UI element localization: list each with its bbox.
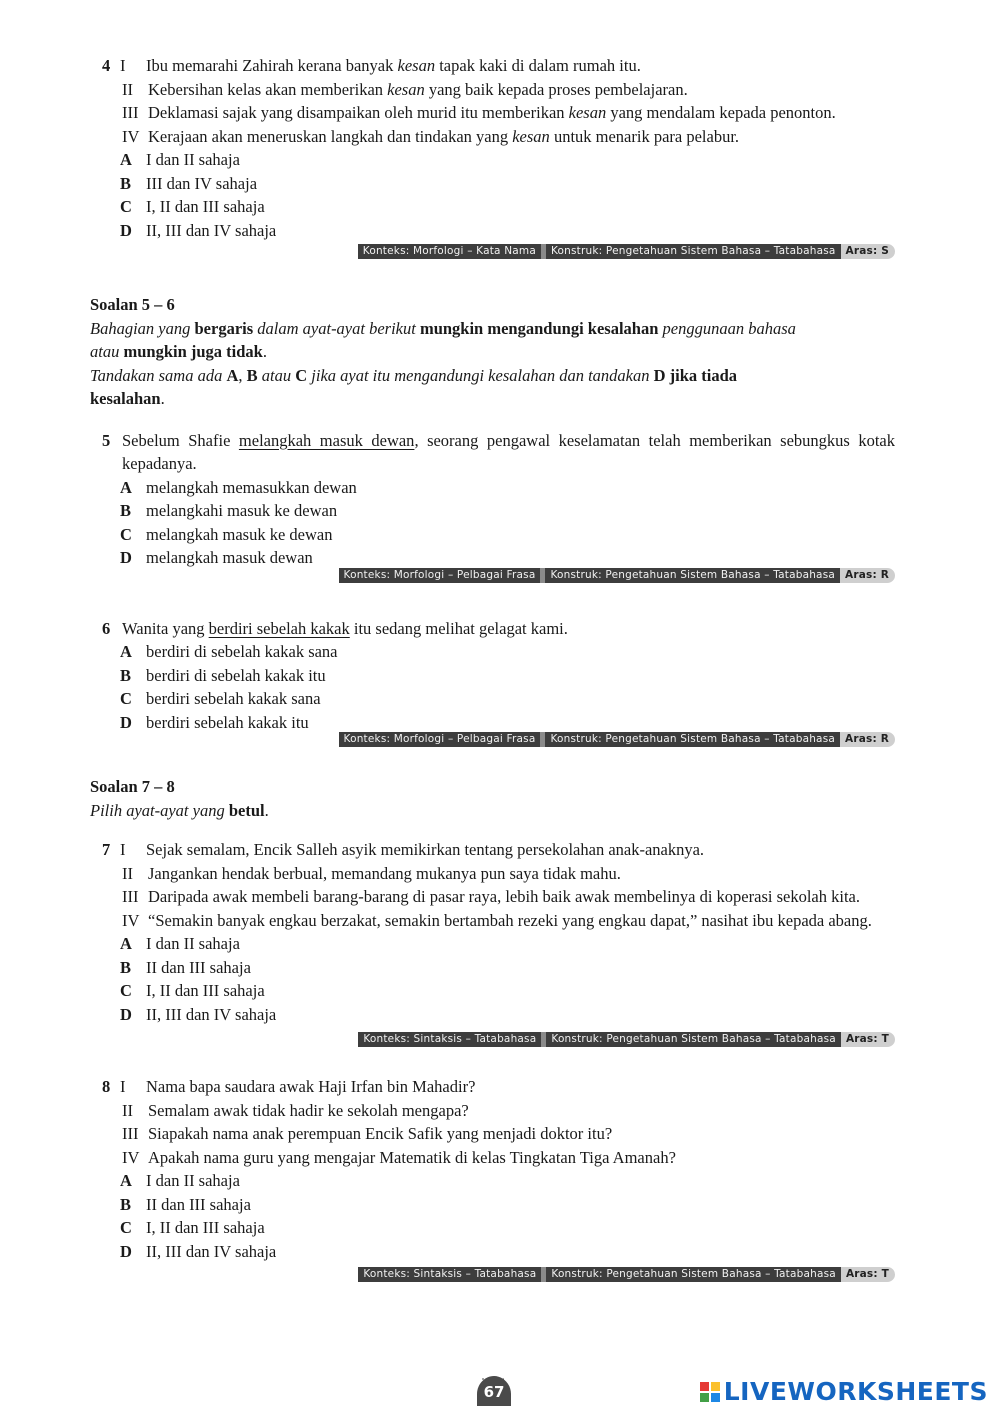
roman-numeral: IV [122,910,140,930]
option-c[interactable]: C I, II dan III sahaja [120,981,265,1000]
roman-numeral: II [122,1100,133,1120]
roman-numeral: I [120,1077,126,1096]
instruction-line: Bahagian yang bergaris dalam ayat-ayat berikut mungkin mengandungi kesalahan penggunaan bahasa [90,318,796,338]
instruction-line: Pilih ayat-ayat yang betul. [90,800,269,820]
section-5-6-instructions [90,293,895,411]
level-label: Aras: T [841,1267,895,1282]
question-tag [339,732,895,747]
option-d[interactable]: D II, III dan IV sahaja [120,220,277,240]
option-b[interactable]: B III dan IV sahaja [120,173,258,193]
roman-numeral: III [122,1124,139,1143]
question-6 [90,617,895,748]
question-7 [90,838,895,1047]
question-8 [90,1075,895,1282]
statement: Apakah nama guru yang mengajar Matematik di kelas Tingkatan Tiga Amanah? [148,1147,676,1167]
option-d[interactable]: D II, III dan IV sahaja [120,1241,277,1261]
context-label: Konteks: Sintaksis – Tatabahasa [358,1267,541,1282]
roman-numeral: II [122,863,133,883]
statement: Siapakah nama anak perempuan Encik Safik yang menjadi doktor itu? [148,1124,613,1143]
option-b[interactable]: B II dan III sahaja [120,957,251,977]
option-b[interactable]: B berdiri di sebelah kakak itu [120,665,326,685]
statement: Kerajaan akan meneruskan langkah dan tindakan yang kesan untuk menarik para pelabur. [148,126,740,146]
question-tag [358,1267,895,1282]
statement: Nama bapa saudara awak Haji Irfan bin Mahadir? [146,1077,476,1096]
question-number: 7 [102,840,111,859]
option-a[interactable]: A I dan II sahaja [120,934,240,953]
option-d[interactable]: D berdiri sebelah kakak itu [120,712,309,732]
question-4 [90,54,895,259]
level-label: Aras: R [840,732,895,747]
liveworksheets-logo [700,1377,988,1406]
option-d[interactable]: D II, III dan IV sahaja [120,1004,277,1024]
page-number: 67 [483,1383,505,1401]
option-a[interactable]: A I dan II sahaja [120,1171,240,1190]
roman-numeral: IV [122,1147,140,1167]
context-label: Konteks: Morfologi – Pelbagai Frasa [339,568,541,583]
option-d[interactable]: D melangkah masuk dewan [120,548,313,567]
construct-label: Konstruk: Pengetahuan Sistem Bahasa – Tatabahasa [545,568,840,583]
roman-numeral: I [120,840,126,859]
context-label: Konteks: Morfologi – Pelbagai Frasa [339,732,541,747]
option-c[interactable]: C I, II dan III sahaja [120,1218,265,1237]
worksheet-page [90,54,895,1282]
question-number: 5 [102,430,111,450]
section-title: Soalan 5 – 6 [90,295,175,314]
roman-numeral: IV [122,126,140,146]
question-tag [358,244,895,259]
construct-label: Konstruk: Pengetahuan Sistem Bahasa – Tatabahasa [546,244,841,259]
level-label: Aras: T [841,1032,895,1047]
question-tag [358,1032,895,1047]
instruction-line: Tandakan sama ada A, B atau C jika ayat itu mengandungi kesalahan dan tandakan D jika tiada [90,365,738,385]
roman-numeral: I [120,56,126,75]
roman-numeral: III [122,887,139,906]
option-a[interactable]: A I dan II sahaja [120,150,240,169]
statement: Semalam awak tidak hadir ke sekolah mengapa? [148,1100,469,1120]
page-number-badge [473,1374,515,1408]
option-c[interactable]: C melangkah masuk ke dewan [120,524,333,544]
level-label: Aras: R [840,568,895,583]
construct-label: Konstruk: Pengetahuan Sistem Bahasa – Tatabahasa [546,1032,841,1047]
section-title: Soalan 7 – 8 [90,777,175,796]
context-label: Konteks: Sintaksis – Tatabahasa [358,1032,541,1047]
option-c[interactable]: C I, II dan III sahaja [120,197,265,216]
option-b[interactable]: B melangkahi masuk ke dewan [120,501,338,520]
statement: Kebersihan kelas akan memberikan kesan yang baik kepada proses pembelajaran. [148,79,688,99]
statement: Jangankan hendak berbual, memandang mukanya pun saya tidak mahu. [148,863,621,883]
question-5 [90,429,895,583]
construct-label: Konstruk: Pengetahuan Sistem Bahasa – Tatabahasa [546,1267,841,1282]
brand-icon [700,1382,720,1402]
section-7-8-instructions [90,775,895,822]
question-number: 6 [102,618,111,638]
statement: Wanita yang berdiri sebelah kakak itu sedang melihat gelagat kami. [122,618,568,638]
option-b[interactable]: B II dan III sahaja [120,1194,251,1214]
statement: Deklamasi sajak yang disampaikan oleh murid itu memberikan kesan yang mendalam kepada penonton. [148,103,836,122]
statement: Sejak semalam, Encik Salleh asyik memikirkan tentang persekolahan anak-anaknya. [146,840,705,859]
option-a[interactable]: A berdiri di sebelah kakak sana [120,642,338,661]
instruction-line: kesalahan. [90,389,165,408]
instruction-line: atau mungkin juga tidak. [90,342,267,361]
statement: Ibu memarahi Zahirah kerana banyak kesan tapak kaki di dalam rumah itu. [146,56,641,75]
brand-name: LIVEWORKSHEETS [723,1377,988,1406]
level-label: Aras: S [841,244,895,259]
statement: Sebelum Shafie melangkah masuk dewan, seorang pengawal keselamatan telah memberikan sebungkus kotak kepadanya. [122,430,895,473]
question-tag [339,568,895,583]
context-label: Konteks: Morfologi – Kata Nama [358,244,541,259]
question-number: 8 [102,1077,111,1096]
option-c[interactable]: C berdiri sebelah kakak sana [120,689,321,708]
roman-numeral: II [122,79,133,99]
option-a[interactable]: A melangkah memasukkan dewan [120,477,357,497]
construct-label: Konstruk: Pengetahuan Sistem Bahasa – Tatabahasa [545,732,840,747]
roman-numeral: III [122,103,139,122]
statement: “Semakin banyak engkau berzakat, semakin bertambah rezeki yang engkau dapat,” nasihat ibu kepada abang. [148,910,872,930]
question-number: 4 [102,56,111,75]
statement: Daripada awak membeli barang-barang di pasar raya, lebih baik awak membelinya di koperasi sekolah kita. [148,887,860,906]
